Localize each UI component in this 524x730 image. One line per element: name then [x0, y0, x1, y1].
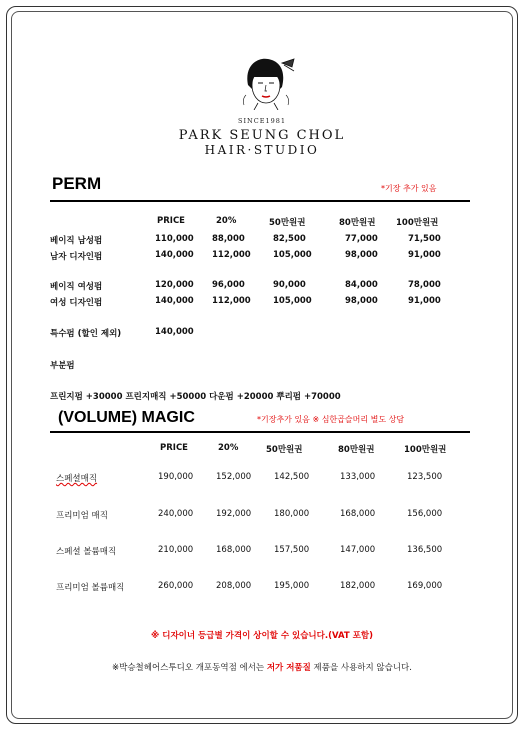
magic-title: (VOLUME) MAGIC: [58, 409, 195, 426]
special-perm-label: 특수펌 (할인 제외): [50, 329, 122, 339]
magic-note: *기장추가 있음 ※ 심한곱슬머리 별도 상담: [257, 415, 405, 424]
magic-cell: 157,500: [274, 545, 310, 555]
perm-row-label: 베이직 여성펌: [50, 282, 103, 292]
perm-cell: 78,000: [408, 280, 441, 290]
perm-row-label: 남자 디자인펌: [50, 252, 103, 262]
perm-header-50: 50만원권: [269, 218, 306, 228]
partial-perm-label: 부분펌: [50, 361, 75, 371]
magic-cell: 168,000: [340, 509, 376, 519]
perm-header-20: 20%: [216, 216, 237, 226]
product-quality-notice: [0, 661, 524, 673]
notice-highlight: 저가 저품질: [266, 663, 311, 673]
magic-cell: 142,500: [274, 472, 310, 482]
perm-row-label: 베이직 남성펌: [50, 236, 103, 246]
perm-note: *기장 추가 있음: [381, 184, 437, 193]
perm-cell: 105,000: [273, 296, 312, 306]
perm-cell: 71,500: [408, 234, 441, 244]
magic-row-label: 프리미엄 매직: [56, 511, 108, 521]
perm-cell: 112,000: [212, 296, 251, 306]
perm-cell: 140,000: [155, 296, 194, 306]
perm-cell: 91,000: [408, 296, 441, 306]
magic-cell: 192,000: [216, 509, 252, 519]
perm-cell: 140,000: [155, 250, 194, 260]
magic-cell: 260,000: [158, 581, 194, 591]
magic-cell: 136,500: [407, 545, 443, 555]
magic-cell: 156,000: [407, 509, 443, 519]
magic-cell: 182,000: [340, 581, 376, 591]
perm-header-100: 100만원권: [396, 218, 439, 228]
perm-cell: 105,000: [273, 250, 312, 260]
logo-face-illustration: [236, 55, 296, 110]
magic-header-80: 80만원권: [338, 445, 375, 455]
magic-cell: 195,000: [274, 581, 310, 591]
studio-name-line1: PARK SEUNG CHOL: [178, 128, 346, 143]
perm-extras: 프린지펌 +30000 프린지매직 +50000 다운펌 +20000 뿌리펌 +70000: [50, 392, 341, 402]
special-perm-price: 140,000: [155, 327, 194, 337]
perm-cell: 84,000: [345, 280, 378, 290]
perm-header-80: 80만원권: [339, 218, 376, 228]
magic-cell: 152,000: [216, 472, 252, 482]
designer-price-notice: ※ 디자이너 등급별 가격이 상이할 수 있습니다.(VAT 포함): [151, 631, 373, 641]
notice-suffix: 제품을 사용하지 않습니다.: [310, 663, 412, 673]
magic-cell: 168,000: [216, 545, 252, 555]
magic-divider: [50, 431, 470, 433]
perm-cell: 91,000: [408, 250, 441, 260]
magic-cell: 190,000: [158, 472, 194, 482]
magic-row-label: 스페셜매직: [56, 474, 98, 484]
perm-cell: 77,000: [345, 234, 378, 244]
magic-header-price: PRICE: [160, 443, 188, 453]
notice-prefix: ※박승철헤어스투디오 개포동역점 에서는: [112, 663, 267, 673]
perm-divider: [50, 200, 470, 202]
magic-cell: 240,000: [158, 509, 194, 519]
since-text: SINCE1981: [238, 117, 286, 125]
perm-title: PERM: [52, 174, 102, 193]
studio-name-line2: HAIR·STUDIO: [204, 143, 320, 157]
magic-cell: 133,000: [340, 472, 376, 482]
perm-cell: 90,000: [273, 280, 306, 290]
magic-header-20: 20%: [218, 443, 239, 453]
magic-header-100: 100만원권: [404, 445, 447, 455]
magic-cell: 147,000: [340, 545, 376, 555]
magic-cell: 208,000: [216, 581, 252, 591]
magic-row-label: 프리미엄 볼륨매직: [56, 583, 125, 593]
magic-cell: 210,000: [158, 545, 194, 555]
perm-cell: 110,000: [155, 234, 194, 244]
perm-cell: 120,000: [155, 280, 194, 290]
magic-cell: 180,000: [274, 509, 310, 519]
perm-row-label: 여성 디자인펌: [50, 298, 103, 308]
perm-cell: 96,000: [212, 280, 245, 290]
magic-cell: 169,000: [407, 581, 443, 591]
perm-cell: 88,000: [212, 234, 245, 244]
perm-cell: 112,000: [212, 250, 251, 260]
perm-cell: 82,500: [273, 234, 306, 244]
perm-cell: 98,000: [345, 296, 378, 306]
magic-header-50: 50만원권: [266, 445, 303, 455]
magic-row-label: 스페셜 볼륨매직: [56, 547, 117, 557]
perm-header-price: PRICE: [157, 216, 185, 226]
perm-cell: 98,000: [345, 250, 378, 260]
magic-cell: 123,500: [407, 472, 443, 482]
